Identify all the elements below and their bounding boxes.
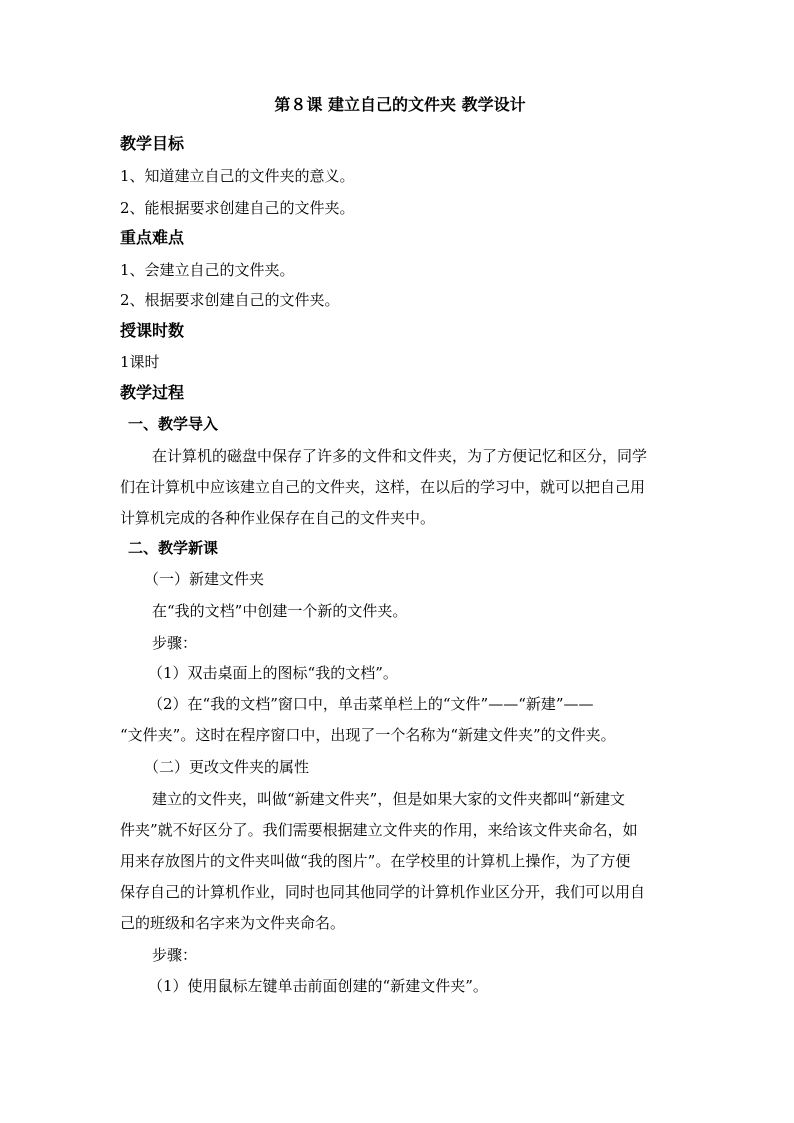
paragraph-line: 件夹”就不好区分了。我们需要根据建立文件夹的作用，来给该文件夹命名，如 <box>120 821 638 839</box>
paragraph-line: “文件夹”。这时在程序窗口中，出现了一个名称为“新建文件夹”的文件夹。 <box>120 726 616 744</box>
keypoint-item: 2、根据要求创建自己的文件夹。 <box>120 291 340 309</box>
paragraph-line: （1）双击桌面上的图标“我的文档”。 <box>148 664 398 682</box>
section1-heading: 一、教学导入 <box>128 415 219 433</box>
page-title: 第８课 建立自己的文件夹 教学设计 <box>274 95 526 114</box>
part2-heading: （二）更改文件夹的属性 <box>144 758 310 776</box>
hours-heading: 授课时数 <box>120 321 185 340</box>
paragraph-line: （2）在“我的文档”窗口中，单击菜单栏上的“文件”——“新建”—— <box>148 695 594 713</box>
hours-value: 1课时 <box>120 353 160 371</box>
keypoints-heading: 重点难点 <box>120 228 185 247</box>
paragraph-line: 计算机完成的各种作业保存在自己的文件夹中。 <box>120 509 436 527</box>
paragraph-line: 保存自己的计算机作业，同时也同其他同学的计算机作业区分开，我们可以用自 <box>120 883 646 901</box>
paragraph-line: 用来存放图片的文件夹叫做“我的图片”。在学校里的计算机上操作，为了方便 <box>120 852 631 870</box>
objective-item: 1、知道建立自己的文件夹的意义。 <box>120 167 355 185</box>
paragraph-line: 步骤： <box>152 634 198 652</box>
paragraph-line: 们在计算机中应该建立自己的文件夹，这样，在以后的学习中，就可以把自己用 <box>120 478 646 496</box>
objective-item: 2、能根据要求创建自己的文件夹。 <box>120 199 355 217</box>
paragraph-line: 在“我的文档”中创建一个新的文件夹。 <box>152 602 408 620</box>
paragraph-line: 步骤： <box>152 946 198 964</box>
paragraph-line: （1）使用鼠标左键单击前面创建的“新建文件夹”。 <box>148 977 488 995</box>
keypoint-item: 1、会建立自己的文件夹。 <box>120 261 295 279</box>
part1-heading: （一）新建文件夹 <box>144 570 265 588</box>
paragraph-line: 己的班级和名字来为文件夹命名。 <box>120 914 346 932</box>
section2-heading: 二、教学新课 <box>128 539 219 557</box>
paragraph-line: 建立的文件夹，叫做“新建文件夹”，但是如果大家的文件夹都叫“新建文 <box>152 790 626 808</box>
paragraph-line: 在计算机的磁盘中保存了许多的文件和文件夹，为了方便记忆和区分，同学 <box>152 447 648 465</box>
process-heading: 教学过程 <box>120 383 185 402</box>
objectives-heading: 教学目标 <box>120 134 185 153</box>
